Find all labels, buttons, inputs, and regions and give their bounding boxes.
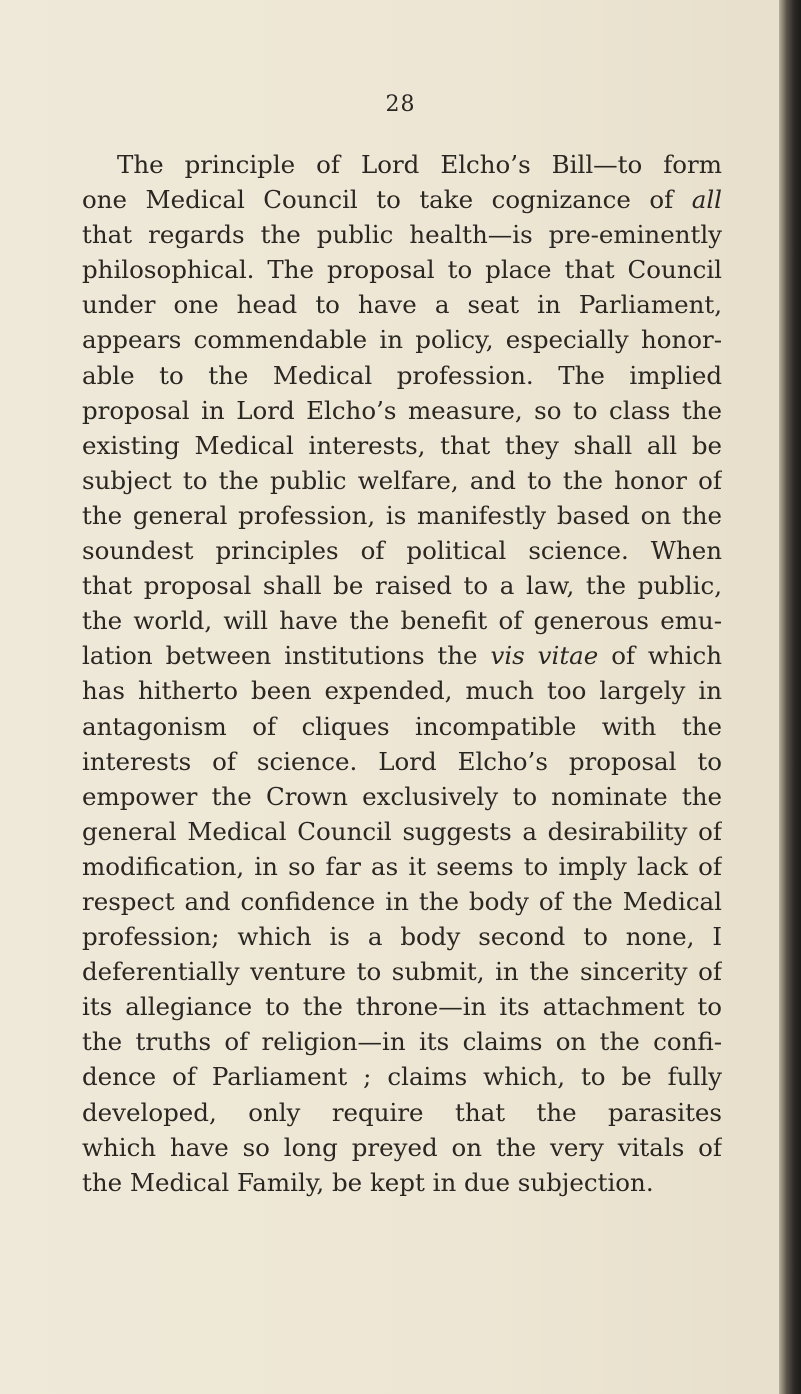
text-line	[82, 463, 722, 498]
text-line	[82, 428, 722, 463]
text-line	[82, 533, 722, 568]
text-line-content: empower the Crown exclusively to nominate the	[82, 781, 722, 811]
text-line-content: philosophical. The proposal to place that Council	[82, 255, 722, 285]
text-line	[82, 1130, 722, 1165]
text-line	[82, 884, 722, 919]
text-line-content: the world, will have the benefit of generous emu-	[82, 606, 722, 636]
text-line	[82, 498, 722, 533]
text-line	[82, 1095, 722, 1130]
body-paragraph	[82, 147, 722, 1200]
text-line-content: deferentially venture to submit, in the sincerity of	[82, 957, 722, 987]
text-line-content: its allegiance to the throne—in its attachment to	[82, 992, 722, 1022]
text-line-content: existing Medical interests, that they shall all be	[82, 430, 722, 460]
text-line-content: the general profession, is manifestly based on the	[82, 500, 722, 530]
book-binding-shadow	[779, 0, 801, 1394]
text-line	[82, 744, 722, 779]
text-line	[82, 358, 722, 393]
text-line	[82, 1059, 722, 1094]
text-line	[82, 919, 722, 954]
text-line	[82, 779, 722, 814]
text-line	[82, 814, 722, 849]
text-line-content: respect and confidence in the body of the Medical	[82, 886, 722, 916]
text-line-content-after: of which	[598, 641, 722, 671]
text-line-content: general Medical Council suggests a desirability of	[82, 816, 722, 846]
text-line-content: dence of Parliament ; claims which, to be fully	[82, 1062, 722, 1092]
text-line	[82, 568, 722, 603]
text-line	[82, 393, 722, 428]
text-line	[82, 322, 722, 357]
text-line	[82, 287, 722, 322]
text-line-content: interests of science. Lord Elcho’s proposal to	[82, 746, 722, 776]
text-line-content: that proposal shall be raised to a law, the public,	[82, 571, 722, 601]
text-line	[82, 709, 722, 744]
text-line	[82, 182, 722, 217]
text-line-content: lation between institutions the	[82, 641, 491, 671]
text-line-content: profession; which is a body second to none, I	[82, 922, 722, 952]
text-line-content: the Medical Family, be kept in due subjection.	[82, 1167, 654, 1197]
text-line-content: that regards the public health—is pre-eminently	[82, 220, 722, 250]
text-line-content: antagonism of cliques incompatible with the	[82, 711, 722, 741]
text-line-content: developed, only require that the parasites	[82, 1097, 722, 1127]
text-line-content: which have so long preyed on the very vitals of	[82, 1132, 722, 1162]
text-line-content: one Medical Council to take cognizance of	[82, 185, 692, 215]
text-line	[82, 1165, 722, 1200]
text-line-content: The principle of Lord Elcho’s Bill—to form	[117, 150, 722, 179]
text-line-content: under one head to have a seat in Parliament,	[82, 290, 722, 320]
text-line-content: proposal in Lord Elcho’s measure, so to class the	[82, 395, 722, 425]
text-line	[82, 638, 722, 673]
text-line-content: appears commendable in policy, especially honor-	[82, 325, 722, 355]
text-line-content: the truths of religion—in its claims on the confi-	[82, 1027, 722, 1057]
page-number: 28	[385, 92, 416, 117]
text-line	[82, 1024, 722, 1059]
text-line-content: able to the Medical profession. The implied	[82, 360, 722, 390]
text-line-content: subject to the public welfare, and to the honor of	[82, 465, 722, 495]
text-line	[82, 603, 722, 638]
text-line	[82, 989, 722, 1024]
text-line	[82, 252, 722, 287]
text-line	[82, 217, 722, 252]
text-line-content: has hitherto been expended, much too largely in	[82, 676, 722, 706]
text-line	[82, 954, 722, 989]
text-line	[82, 147, 722, 182]
text-line-italic: all	[691, 185, 722, 215]
text-line-italic: vis vitae	[490, 641, 599, 671]
text-line	[82, 673, 722, 708]
text-line-content: soundest principles of political science. When	[82, 536, 722, 566]
text-line	[82, 849, 722, 884]
text-line-content: modification, in so far as it seems to imply lack of	[82, 851, 722, 881]
